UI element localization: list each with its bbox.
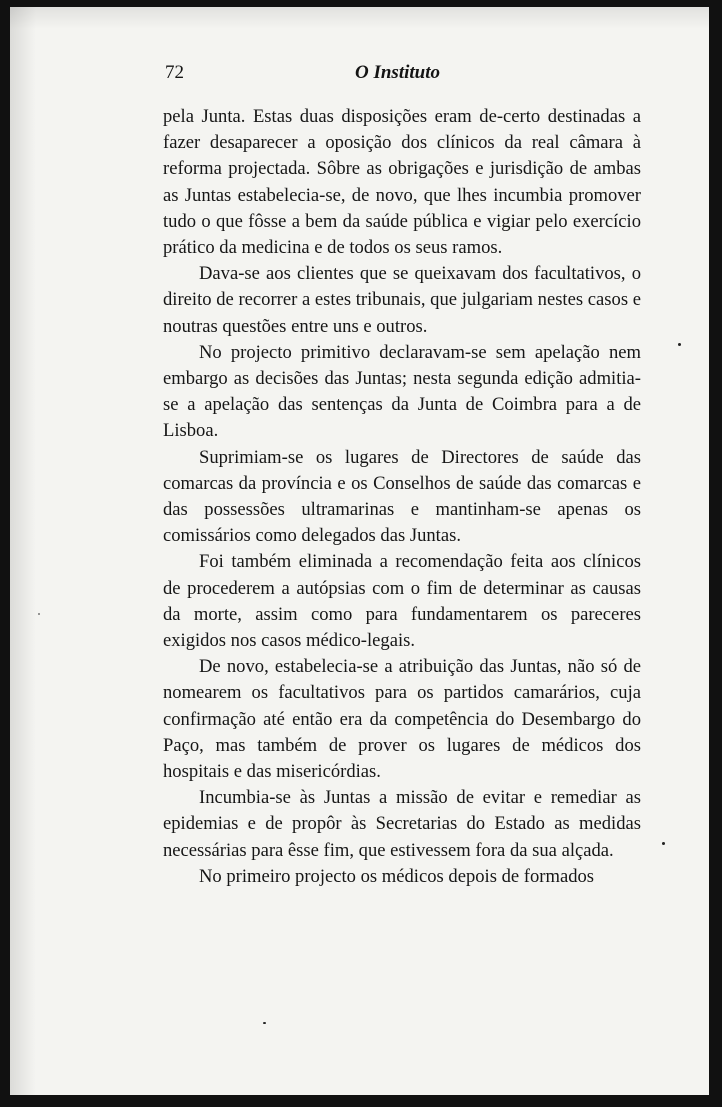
scan-speck	[38, 613, 40, 615]
page-number: 72	[165, 62, 184, 83]
scan-speck	[263, 1022, 266, 1024]
page-shadow-top	[10, 7, 709, 29]
paragraph-1: pela Junta. Estas duas disposições eram de-certo destinadas a fazer desaparecer a oposição dos clínicos da real câmara à reforma projectada. Sôbre as obrigações e jurisdição de ambas as Juntas estabelecia-se, de novo, que lhes incumbia promover tudo o que fôsse a bem da saúde pública e vigiar pelo exercício prático da medicina e de todos os seus ramos.	[163, 106, 641, 259]
paragraph-6: De novo, estabelecia-se a atribuição das Juntas, não só de nomearem os facultativos para os partidos camarários, cuja confirmação até então era da competência do Desembargo do Paço, mas também de prover os lugares de médicos dos hospitais e das misericórdias.	[163, 656, 641, 783]
book-page	[10, 7, 709, 1095]
scan-speck	[678, 343, 681, 346]
scan-speck	[662, 842, 665, 845]
paragraph-7: Incumbia-se às Juntas a missão de evitar e remediar as epidemias e de propôr às Secretarias do Estado as medidas necessárias para êsse fim, que estivessem fora da sua alçada.	[163, 787, 641, 861]
paragraph-5: Foi também eliminada a recomendação feita aos clínicos de procederem a autópsias com o fim de determinar as causas da morte, assim como para fundamentarem os pareceres exigidos nos casos médico-legais.	[163, 551, 641, 652]
paragraph-3: No projecto primitivo declaravam-se sem apelação nem embargo as decisões das Juntas; nesta segunda edição admitia-se a apelação das sentenças da Junta de Coimbra para a de Lisboa.	[163, 341, 641, 442]
running-title: O Instituto	[355, 62, 441, 83]
page-shadow-left	[10, 7, 36, 1095]
body-text	[163, 104, 641, 890]
paragraph-4: Suprimiam-se os lugares de Directores de saúde das comarcas da província e os Conselhos de saúde das comarcas e das possessões ultramarinas e mantinham-se apenas os comissários como delegados das Juntas.	[163, 446, 641, 547]
page-header	[10, 62, 709, 88]
paragraph-8: No primeiro projecto os médicos depois de formados	[199, 865, 595, 887]
paragraph-2: Dava-se aos clientes que se queixavam dos facultativos, o direito de recorrer a estes tribunais, que julgariam nestes casos e noutras questões entre uns e outros.	[163, 263, 641, 337]
